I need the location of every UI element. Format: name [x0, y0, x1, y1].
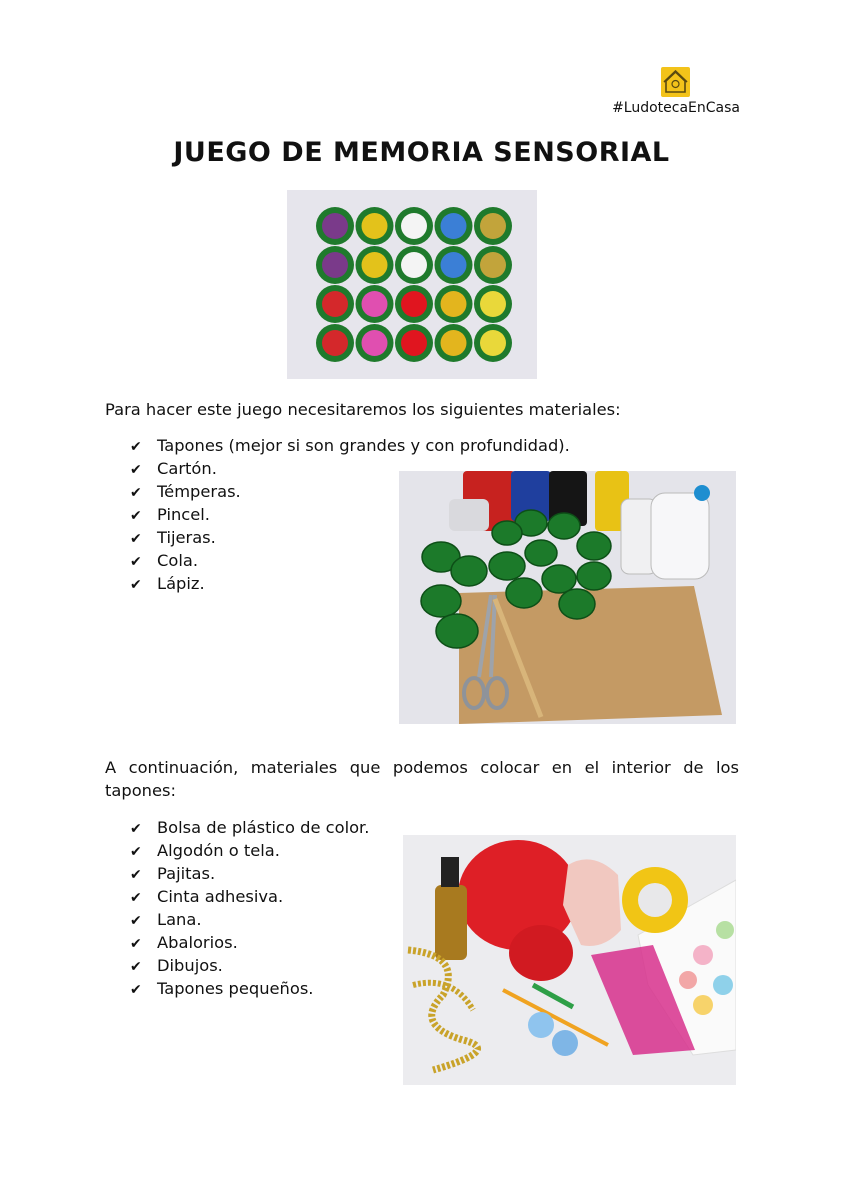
cap-filling — [362, 291, 388, 317]
list-item: ✔ Cola. — [105, 549, 570, 572]
checkmark-icon: ✔ — [130, 531, 142, 547]
list-item: ✔ Cinta adhesiva. — [105, 885, 369, 908]
checkmark-icon: ✔ — [130, 913, 142, 929]
checkmark-icon: ✔ — [130, 982, 142, 998]
photo-filling-materials — [403, 835, 736, 1085]
photo-bottle-caps-grid — [287, 190, 537, 379]
cap-filling — [401, 252, 427, 278]
checkmark-icon: ✔ — [130, 439, 142, 455]
cap-filling — [480, 291, 506, 317]
fillers-intro: A continuación, materiales que podemos colocar en el interior de los tapones: — [105, 758, 739, 800]
cap-filling — [322, 213, 348, 239]
list-item: ✔ Pincel. — [105, 503, 570, 526]
page-title: JUEGO DE MEMORIA SENSORIAL — [173, 137, 670, 168]
cap-filling — [322, 252, 348, 278]
list-item: ✔ Tijeras. — [105, 526, 570, 549]
cap-filling — [401, 291, 427, 317]
list-item: ✔ Tapones (mejor si son grandes y con profundidad). — [105, 434, 570, 457]
cap-filling — [362, 252, 388, 278]
cap-filling — [480, 330, 506, 356]
list-item: ✔ Algodón o tela. — [105, 839, 369, 862]
list-item: ✔ Dibujos. — [105, 954, 369, 977]
checkmark-icon: ✔ — [130, 508, 142, 524]
checkmark-icon: ✔ — [130, 485, 142, 501]
checkmark-icon: ✔ — [130, 554, 142, 570]
cap-filling — [401, 330, 427, 356]
list-item: ✔ Lápiz. — [105, 572, 570, 595]
list-item: ✔ Lana. — [105, 908, 369, 931]
cap-filling — [441, 291, 467, 317]
cap-filling — [441, 330, 467, 356]
list-item: ✔ Abalorios. — [105, 931, 369, 954]
checkmark-icon: ✔ — [130, 821, 142, 837]
fillers-list — [105, 816, 369, 1000]
list-item: ✔ Cartón. — [105, 457, 570, 480]
cap-filling — [362, 330, 388, 356]
cap-filling — [480, 213, 506, 239]
photo-craft-materials — [399, 471, 736, 724]
list-item: ✔ Pajitas. — [105, 862, 369, 885]
list-item: ✔ Bolsa de plástico de color. — [105, 816, 369, 839]
checkmark-icon: ✔ — [130, 844, 142, 860]
cap-filling — [322, 291, 348, 317]
checkmark-icon: ✔ — [130, 890, 142, 906]
cap-filling — [480, 252, 506, 278]
checkmark-icon: ✔ — [130, 867, 142, 883]
cap-filling — [441, 213, 467, 239]
cap-filling — [401, 213, 427, 239]
cap-filling — [441, 252, 467, 278]
checkmark-icon: ✔ — [130, 462, 142, 478]
list-item: ✔ Tapones pequeños. — [105, 977, 369, 1000]
list-item: ✔ Témperas. — [105, 480, 570, 503]
house-logo-icon — [661, 67, 690, 97]
cap-filling — [322, 330, 348, 356]
checkmark-icon: ✔ — [130, 577, 142, 593]
checkmark-icon: ✔ — [130, 936, 142, 952]
checkmark-icon: ✔ — [130, 959, 142, 975]
materials-intro: Para hacer este juego necesitaremos los siguientes materiales: — [105, 400, 621, 419]
cap-filling — [362, 213, 388, 239]
hashtag-label: #LudotecaEnCasa — [612, 100, 740, 116]
